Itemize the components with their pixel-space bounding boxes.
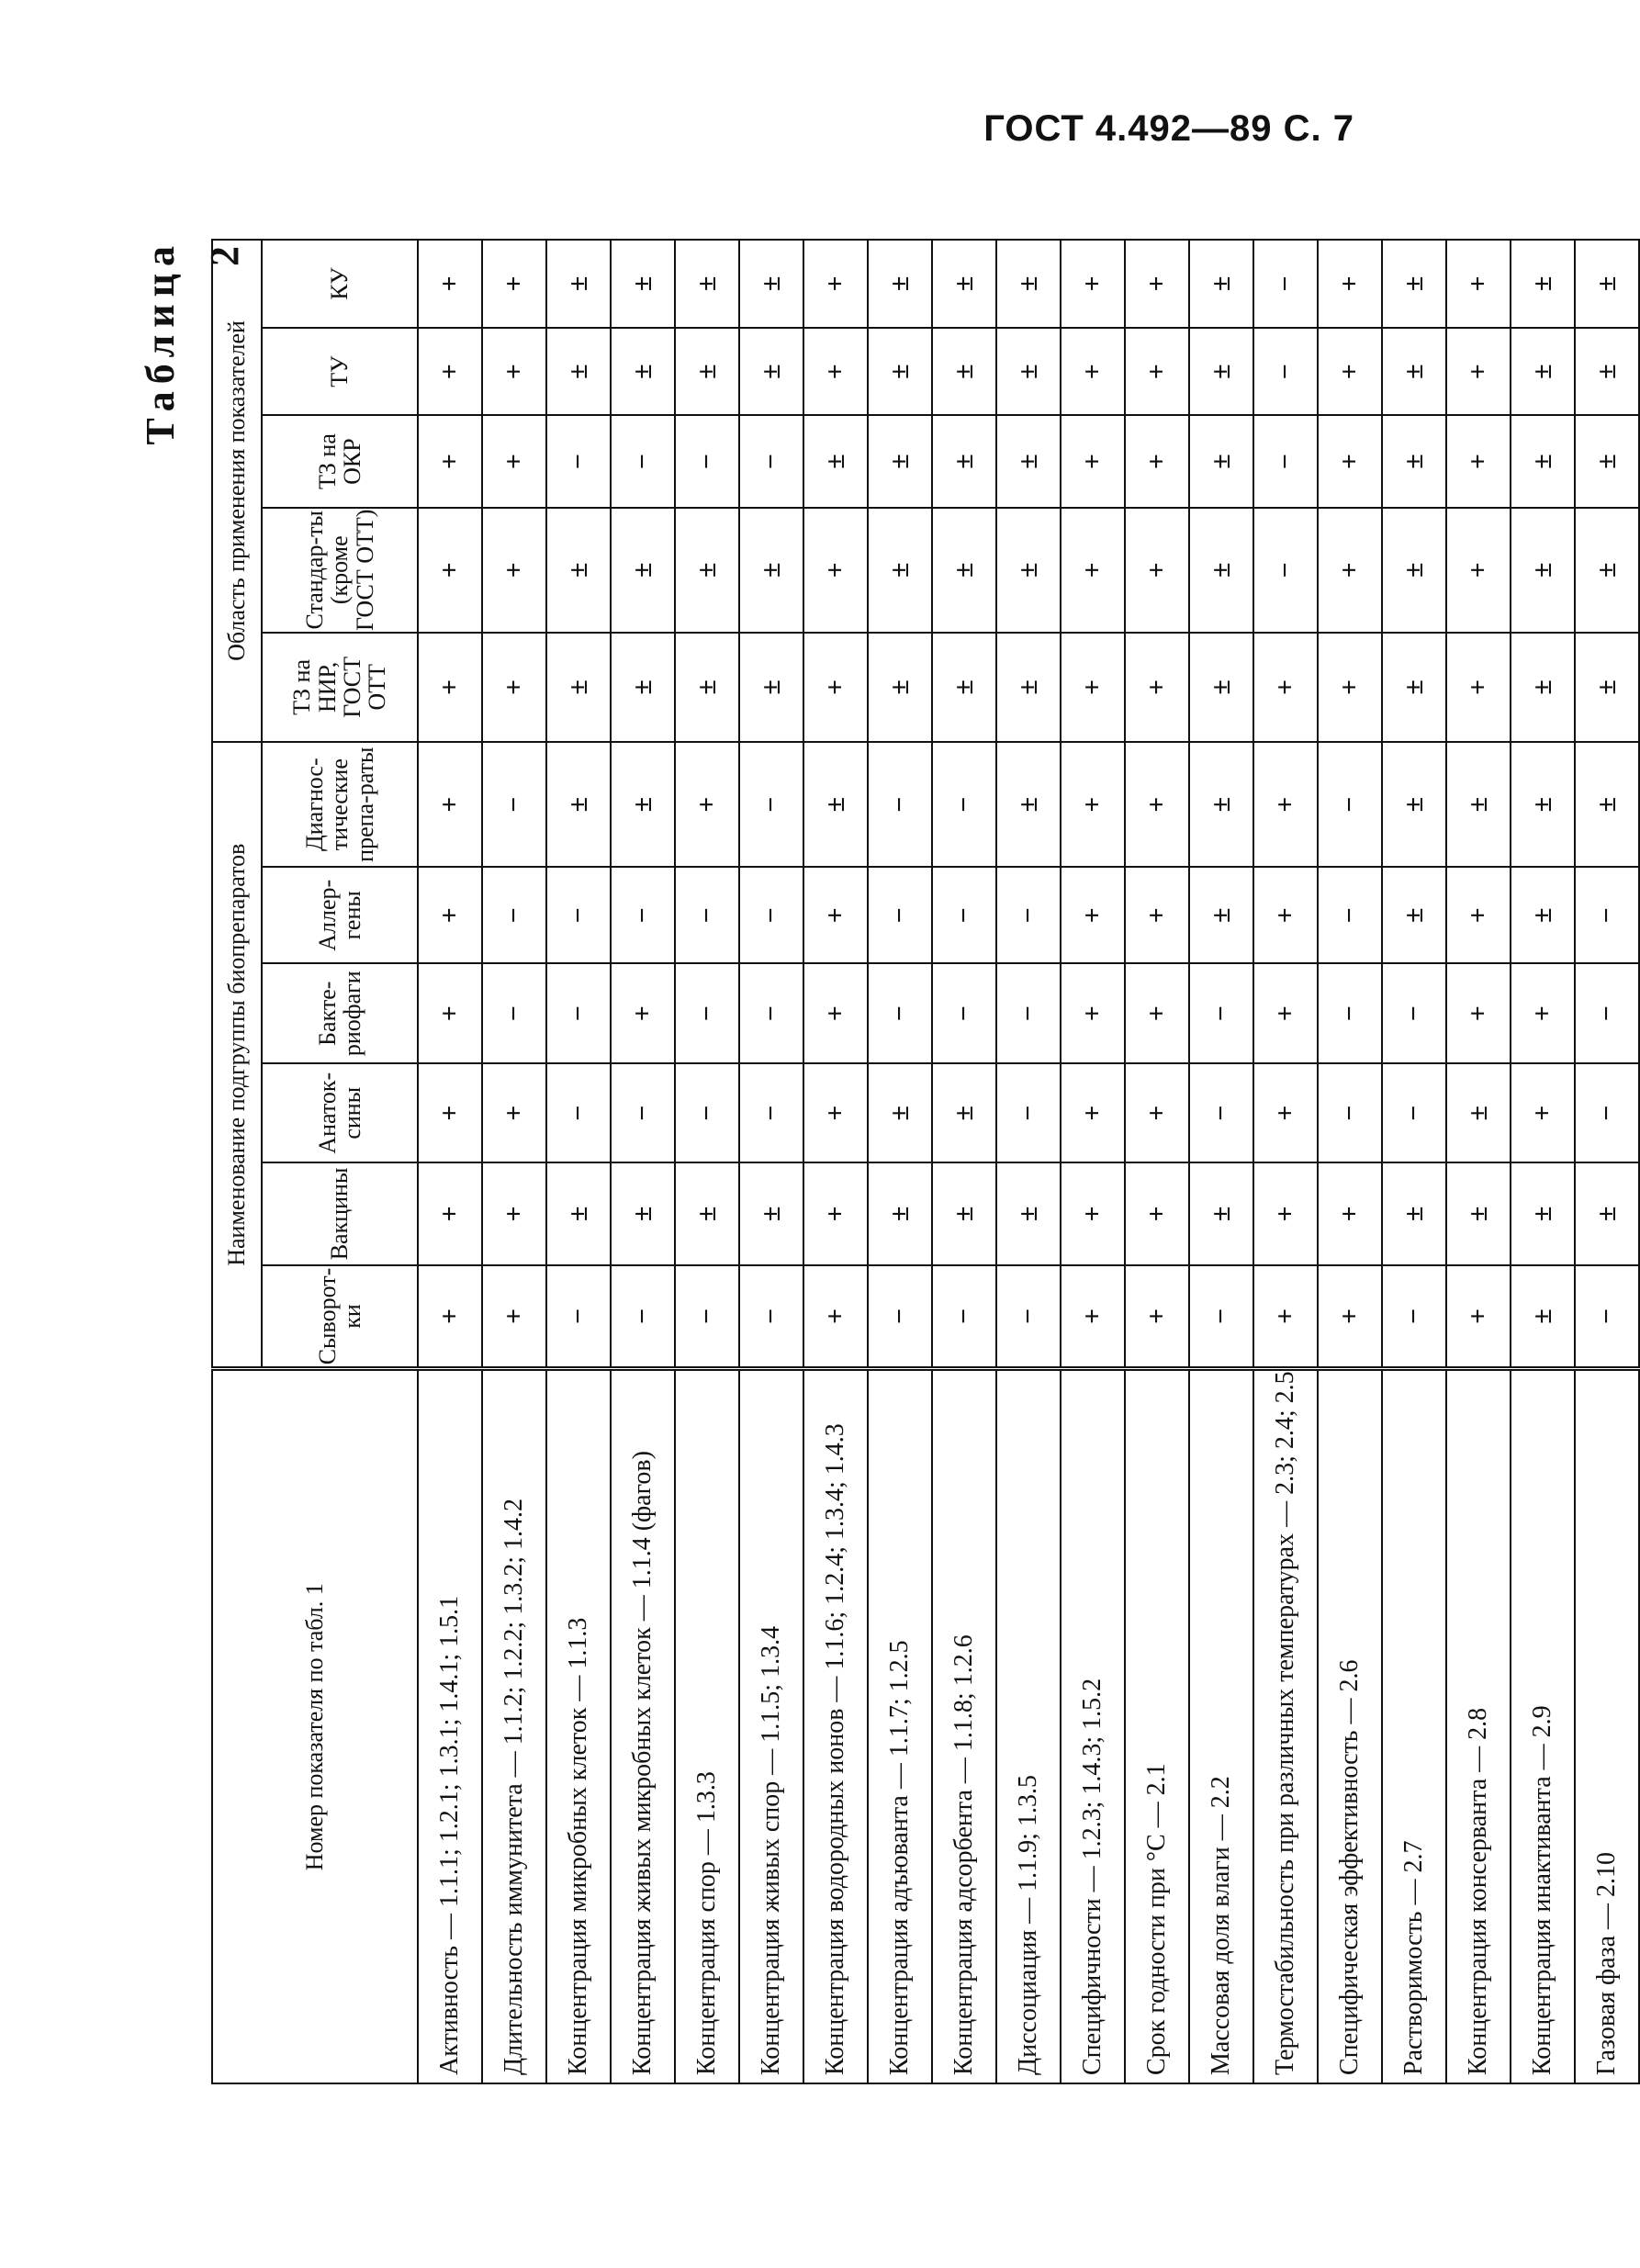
applicability-cell: + [1125, 963, 1189, 1063]
applicability-cell: − [1575, 963, 1639, 1063]
applicability-cell: + [1511, 1063, 1575, 1162]
applicability-cell: ± [1575, 328, 1639, 416]
table-row [611, 240, 675, 2083]
col-standards: Стандар-ты (кроме ГОСТ ОТТ) [262, 508, 418, 633]
applicability-cell: + [1318, 1162, 1382, 1264]
applicability-cell: − [739, 742, 803, 867]
applicability-cell: ± [611, 1162, 675, 1264]
applicability-cell: ± [611, 742, 675, 867]
applicability-cell: + [1125, 867, 1189, 963]
applicability-cell: − [1318, 963, 1382, 1063]
applicability-cell: + [1253, 1162, 1318, 1264]
table-row [1189, 240, 1253, 2083]
applicability-cell: ± [1511, 328, 1575, 416]
applicability-cell: + [1061, 1162, 1125, 1264]
applicability-cell: ± [868, 1162, 932, 1264]
applicability-cell: − [611, 1063, 675, 1162]
applicability-cell: ± [1511, 1265, 1575, 1369]
applicability-cell: + [482, 508, 546, 633]
applicability-cell: ± [1189, 240, 1253, 328]
applicability-cell: ± [932, 1063, 996, 1162]
table-row [996, 240, 1061, 2083]
applicability-cell: ± [932, 415, 996, 507]
indicator-label: Концентрация водородных ионов — 1.1.6; 1.2.4; 1.3.4; 1.4.3 [803, 1369, 868, 2083]
applicability-cell: + [1061, 415, 1125, 507]
applicability-cell: ± [1511, 867, 1575, 963]
applicability-cell: ± [675, 1162, 739, 1264]
applicability-cell: + [1446, 240, 1511, 328]
applicability-cell: ± [739, 1162, 803, 1264]
applicability-cell: + [418, 328, 482, 416]
applicability-cell: − [611, 415, 675, 507]
applicability-cell: ± [996, 328, 1061, 416]
applicability-cell: ± [868, 633, 932, 742]
applicability-cell: + [803, 1162, 868, 1264]
col-ku: КУ [262, 240, 418, 328]
table-row [482, 240, 546, 2083]
applicability-cell: ± [1382, 508, 1446, 633]
applicability-cell: ± [1189, 867, 1253, 963]
applicability-cell: − [546, 867, 611, 963]
applicability-cell: + [1318, 328, 1382, 416]
applicability-cell: − [1189, 963, 1253, 1063]
table-row [418, 240, 482, 2083]
col-diagnostics: Диагнос-тические препа-раты [262, 742, 418, 867]
col-tz-okr: ТЗ на ОКР [262, 415, 418, 507]
applicability-cell: + [418, 1265, 482, 1369]
applicability-cell: + [1061, 508, 1125, 633]
table-row [1253, 240, 1318, 2083]
applicability-cell: − [868, 742, 932, 867]
applicability-cell: − [1575, 1265, 1639, 1369]
applicability-cell: − [675, 415, 739, 507]
applicability-cell: − [1318, 867, 1382, 963]
applicability-cell: + [803, 508, 868, 633]
applicability-cell: ± [1511, 742, 1575, 867]
indicator-label: Концентрация спор — 1.3.3 [675, 1369, 739, 2083]
table-row [546, 240, 611, 2083]
applicability-cell: + [1125, 1265, 1189, 1369]
applicability-cell: + [482, 328, 546, 416]
applicability-cell: − [482, 963, 546, 1063]
applicability-cell: ± [996, 1162, 1061, 1264]
indicator-label: Концентрация живых микробных клеток — 1.1.4 (фагов) [611, 1369, 675, 2083]
applicability-cell: ± [1189, 633, 1253, 742]
applicability-cell: − [739, 1265, 803, 1369]
applicability-cell: + [1253, 1063, 1318, 1162]
applicability-cell: ± [868, 328, 932, 416]
applicability-cell: − [1318, 742, 1382, 867]
applicability-cell: ± [546, 508, 611, 633]
applicability-cell: − [996, 963, 1061, 1063]
applicability-cell: − [932, 963, 996, 1063]
indicator-label: Газовая фаза — 2.10 [1575, 1369, 1639, 2083]
applicability-cell: + [1061, 328, 1125, 416]
applicability-cell: + [1061, 1063, 1125, 1162]
applicability-cell: ± [611, 633, 675, 742]
applicability-cell: + [418, 1162, 482, 1264]
applicability-cell: + [1125, 1063, 1189, 1162]
applicability-cell: ± [1446, 1162, 1511, 1264]
indicator-label: Термостабильность при различных температурах — 2.3; 2.4; 2.5 [1253, 1369, 1318, 2083]
table-row [675, 240, 739, 2083]
applicability-cell: ± [675, 508, 739, 633]
applicability-cell: − [546, 1265, 611, 1369]
applicability-cell: − [611, 1265, 675, 1369]
application-header: Область применения показателей [212, 240, 262, 742]
applicability-cell: ± [1575, 415, 1639, 507]
applicability-cell: + [1125, 508, 1189, 633]
applicability-cell: + [418, 415, 482, 507]
applicability-cell: ± [611, 328, 675, 416]
indicator-header: Номер показателя по табл. 1 [212, 1369, 418, 2083]
applicability-cell: − [675, 1265, 739, 1369]
applicability-cell: ± [1382, 240, 1446, 328]
applicability-cell: + [1253, 867, 1318, 963]
applicability-cell: ± [611, 508, 675, 633]
indicator-label: Массовая доля влаги — 2.2 [1189, 1369, 1253, 2083]
applicability-cell: + [1125, 415, 1189, 507]
table-body [418, 240, 1639, 2083]
indicator-label: Активность — 1.1.1; 1.2.1; 1.3.1; 1.4.1; 1.5.1 [418, 1369, 482, 2083]
applicability-cell: + [418, 867, 482, 963]
applicability-cell: + [1446, 415, 1511, 507]
applicability-cell: − [1382, 1265, 1446, 1369]
applicability-cell: − [1318, 1063, 1382, 1162]
applicability-cell: + [1446, 1265, 1511, 1369]
applicability-cell: + [482, 240, 546, 328]
applicability-cell: − [932, 742, 996, 867]
applicability-cell: + [1061, 742, 1125, 867]
indicator-label: Специфичности — 1.2.3; 1.4.3; 1.5.2 [1061, 1369, 1125, 2083]
applicability-cell: ± [932, 508, 996, 633]
applicability-cell: − [739, 963, 803, 1063]
indicator-label: Растворимость — 2.7 [1382, 1369, 1446, 2083]
applicability-cell: + [1061, 240, 1125, 328]
applicability-cell: − [546, 1063, 611, 1162]
table-row [932, 240, 996, 2083]
applicability-cell: ± [1446, 742, 1511, 867]
table-row [803, 240, 868, 2083]
applicability-cell: ± [546, 240, 611, 328]
applicability-cell: ± [996, 742, 1061, 867]
col-bacteriophages: Бакте-риофаги [262, 963, 418, 1063]
applicability-cell: ± [675, 328, 739, 416]
applicability-cell: − [868, 1265, 932, 1369]
applicability-cell: ± [1382, 1162, 1446, 1264]
table-row [1125, 240, 1189, 2083]
applicability-cell: − [1189, 1063, 1253, 1162]
applicability-cell: ± [1446, 1063, 1511, 1162]
applicability-cell: + [482, 1162, 546, 1264]
applicability-cell: ± [1382, 328, 1446, 416]
applicability-cell: ± [1382, 867, 1446, 963]
indicator-label: Диссоциация — 1.1.9; 1.3.5 [996, 1369, 1061, 2083]
applicability-cell: + [418, 963, 482, 1063]
applicability-cell: ± [803, 742, 868, 867]
applicability-cell: ± [546, 1162, 611, 1264]
applicability-cell: + [1318, 508, 1382, 633]
indicator-label: Специфическая эффективность — 2.6 [1318, 1369, 1382, 2083]
applicability-cell: ± [1189, 415, 1253, 507]
applicability-cell: − [546, 963, 611, 1063]
applicability-cell: ± [611, 240, 675, 328]
applicability-cell: + [418, 742, 482, 867]
applicability-cell: + [1318, 633, 1382, 742]
applicability-cell: − [611, 867, 675, 963]
applicability-cell: + [1446, 633, 1511, 742]
indicator-label: Срок годности при °С — 2.1 [1125, 1369, 1189, 2083]
applicability-cell: + [482, 415, 546, 507]
applicability-cell: − [868, 867, 932, 963]
applicability-cell: − [675, 1063, 739, 1162]
col-allergens: Аллер-гены [262, 867, 418, 963]
applicability-cell: ± [996, 415, 1061, 507]
applicability-cell: ± [739, 633, 803, 742]
table-row [1061, 240, 1125, 2083]
col-tu: ТУ [262, 328, 418, 416]
applicability-cell: + [611, 963, 675, 1063]
applicability-cell: + [482, 1265, 546, 1369]
applicability-cell: − [1253, 328, 1318, 416]
table-row [1575, 240, 1639, 2083]
applicability-cell: + [1318, 240, 1382, 328]
indicator-label: Концентрация адъюванта — 1.1.7; 1.2.5 [868, 1369, 932, 2083]
applicability-cell: ± [932, 328, 996, 416]
applicability-cell: ± [1511, 508, 1575, 633]
applicability-cell: + [1446, 328, 1511, 416]
table-row [1446, 240, 1511, 2083]
col-anatoxins: Анаток-сины [262, 1063, 418, 1162]
applicability-cell: ± [739, 328, 803, 416]
applicability-cell: ± [675, 240, 739, 328]
applicability-cell: + [803, 867, 868, 963]
indicator-label: Длительность иммунитета — 1.1.2; 1.2.2; 1.3.2; 1.4.2 [482, 1369, 546, 2083]
applicability-cell: − [996, 1063, 1061, 1162]
applicability-cell: − [1382, 1063, 1446, 1162]
applicability-cell: + [1253, 963, 1318, 1063]
applicability-cell: + [1125, 742, 1189, 867]
applicability-cell: − [482, 742, 546, 867]
applicability-cell: − [675, 963, 739, 1063]
applicability-cell: ± [739, 508, 803, 633]
applicability-cell: ± [996, 633, 1061, 742]
applicability-cell: ± [1511, 633, 1575, 742]
col-tz-nir: ТЗ на НИР, ГОСТ ОТТ [262, 633, 418, 742]
applicability-cell: ± [1382, 742, 1446, 867]
applicability-cell: + [1061, 633, 1125, 742]
indicator-table [211, 239, 1640, 2084]
applicability-cell: ± [1511, 240, 1575, 328]
rotated-table-stage [129, 239, 1622, 2084]
applicability-cell: − [996, 867, 1061, 963]
applicability-cell: ± [1575, 240, 1639, 328]
applicability-cell: ± [1575, 742, 1639, 867]
applicability-cell: ± [1189, 742, 1253, 867]
applicability-cell: + [803, 328, 868, 416]
applicability-cell: ± [996, 240, 1061, 328]
indicator-label: Концентрация микробных клеток — 1.1.3 [546, 1369, 611, 2083]
table-row [1318, 240, 1382, 2083]
applicability-cell: + [1446, 867, 1511, 963]
applicability-cell: + [418, 633, 482, 742]
applicability-cell: + [803, 240, 868, 328]
table-row [868, 240, 932, 2083]
applicability-cell: − [868, 963, 932, 1063]
applicability-cell: + [1253, 742, 1318, 867]
page-header: ГОСТ 4.492—89 С. 7 [983, 108, 1354, 149]
applicability-cell: + [1061, 963, 1125, 1063]
applicability-cell: − [996, 1265, 1061, 1369]
applicability-cell: + [1446, 963, 1511, 1063]
applicability-cell: + [803, 1063, 868, 1162]
applicability-cell: ± [868, 240, 932, 328]
applicability-cell: + [803, 633, 868, 742]
applicability-cell: ± [868, 1063, 932, 1162]
table-row [739, 240, 803, 2083]
applicability-cell: + [803, 1265, 868, 1369]
applicability-cell: − [546, 415, 611, 507]
applicability-cell: ± [1511, 415, 1575, 507]
applicability-cell: ± [1382, 415, 1446, 507]
applicability-cell: − [1253, 240, 1318, 328]
applicability-cell: − [1575, 1063, 1639, 1162]
table-row [1382, 240, 1446, 2083]
applicability-cell: + [1253, 633, 1318, 742]
applicability-cell: + [1511, 963, 1575, 1063]
applicability-cell: − [739, 1063, 803, 1162]
applicability-cell: ± [546, 633, 611, 742]
applicability-cell: + [1125, 633, 1189, 742]
applicability-cell: ± [546, 328, 611, 416]
indicator-label: Концентрация инактиванта — 2.9 [1511, 1369, 1575, 2083]
applicability-cell: + [418, 508, 482, 633]
applicability-cell: ± [1575, 1162, 1639, 1264]
applicability-cell: + [482, 1063, 546, 1162]
applicability-cell: − [932, 1265, 996, 1369]
applicability-cell: − [675, 867, 739, 963]
applicability-cell: − [1189, 1265, 1253, 1369]
applicability-cell: + [1318, 1265, 1382, 1369]
applicability-cell: ± [1189, 508, 1253, 633]
applicability-cell: ± [1189, 1162, 1253, 1264]
indicator-label: Концентрация живых спор — 1.1.5; 1.3.4 [739, 1369, 803, 2083]
applicability-cell: ± [1575, 508, 1639, 633]
applicability-cell: + [1061, 867, 1125, 963]
applicability-cell: + [1446, 508, 1511, 633]
table-row [1511, 240, 1575, 2083]
applicability-cell: ± [868, 415, 932, 507]
applicability-cell: + [1061, 1265, 1125, 1369]
applicability-cell: ± [1382, 633, 1446, 742]
col-vaccines: Вакцины [262, 1162, 418, 1264]
applicability-cell: + [803, 963, 868, 1063]
applicability-cell: + [1318, 415, 1382, 507]
applicability-cell: ± [739, 240, 803, 328]
applicability-cell: − [1575, 867, 1639, 963]
applicability-cell: ± [932, 1162, 996, 1264]
applicability-cell: ± [996, 508, 1061, 633]
applicability-cell: − [932, 867, 996, 963]
applicability-cell: + [675, 742, 739, 867]
applicability-cell: ± [932, 240, 996, 328]
col-serums: Сыворот-ки [262, 1265, 418, 1369]
applicability-cell: + [1125, 240, 1189, 328]
applicability-cell: − [482, 867, 546, 963]
applicability-cell: + [482, 633, 546, 742]
applicability-cell: ± [1511, 1162, 1575, 1264]
applicability-cell: + [418, 240, 482, 328]
table-caption: Таблица 2 [138, 239, 247, 445]
applicability-cell: − [739, 415, 803, 507]
applicability-cell: + [418, 1063, 482, 1162]
applicability-cell: − [1253, 415, 1318, 507]
applicability-cell: ± [1189, 328, 1253, 416]
applicability-cell: + [1125, 1162, 1189, 1264]
applicability-cell: ± [868, 508, 932, 633]
subgroups-header: Наименование подгруппы биопрепаратов [212, 742, 262, 1369]
applicability-cell: ± [803, 415, 868, 507]
applicability-cell: − [739, 867, 803, 963]
applicability-cell: ± [546, 742, 611, 867]
applicability-cell: + [1125, 328, 1189, 416]
applicability-cell: − [1382, 963, 1446, 1063]
applicability-cell: ± [675, 633, 739, 742]
indicator-label: Концентрация адсорбента — 1.1.8; 1.2.6 [932, 1369, 996, 2083]
applicability-cell: − [1253, 508, 1318, 633]
indicator-label: Концентрация консерванта — 2.8 [1446, 1369, 1511, 2083]
applicability-cell: + [1253, 1265, 1318, 1369]
applicability-cell: ± [932, 633, 996, 742]
applicability-cell: ± [1575, 633, 1639, 742]
